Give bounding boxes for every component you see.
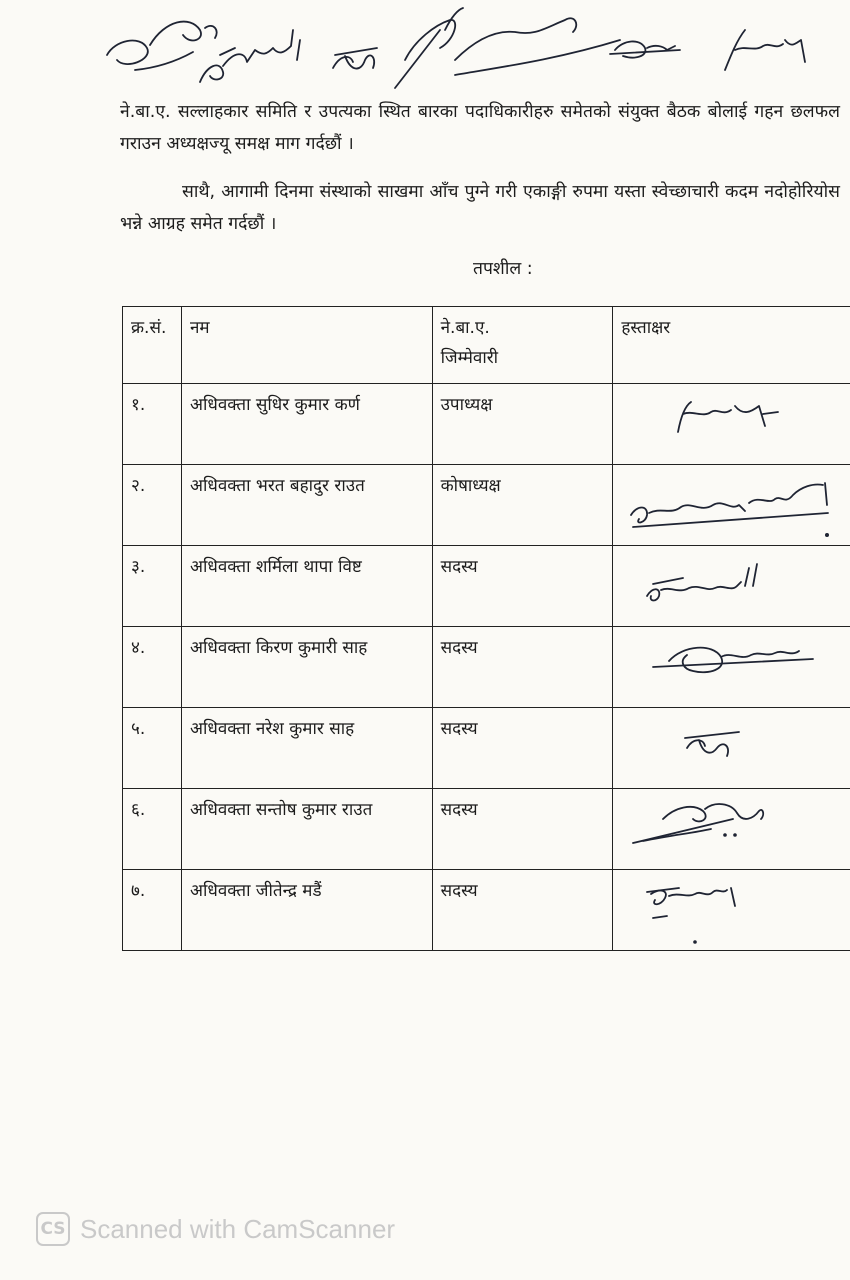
- top-signature-5: [610, 41, 680, 57]
- header-role: [432, 307, 613, 384]
- cell-role: सदस्य: [432, 789, 613, 870]
- table-row: [123, 870, 850, 951]
- header-role-line2: जिम्मेवारी: [440, 348, 499, 368]
- cell-serial: ५.: [123, 708, 182, 789]
- cell-name: अधिवक्ता नरेश कुमार साह: [181, 708, 432, 789]
- signature-7: [613, 870, 845, 950]
- cell-role: सदस्य: [432, 546, 613, 627]
- cell-serial: २.: [123, 465, 182, 546]
- signature-4: [613, 627, 845, 707]
- cell-name: अधिवक्ता शर्मिला थापा विष्ट: [181, 546, 432, 627]
- cell-role: सदस्य: [432, 627, 613, 708]
- cell-signature: [613, 384, 850, 465]
- cell-serial: ६.: [123, 789, 182, 870]
- header-serial: क्र.सं.: [123, 307, 182, 384]
- cell-signature: [613, 627, 850, 708]
- cell-name: अधिवक्ता जीतेन्द्र मडैं: [181, 870, 432, 951]
- top-signature-1: [107, 22, 217, 70]
- cell-signature: [613, 546, 850, 627]
- cell-serial: १.: [123, 384, 182, 465]
- cell-signature: [613, 708, 850, 789]
- cell-signature: [613, 789, 850, 870]
- cell-name: अधिवक्ता भरत बहादुर राउत: [181, 465, 432, 546]
- signature-3: [613, 546, 845, 626]
- header-signature: [613, 307, 850, 384]
- table-row: [123, 465, 850, 546]
- paragraph-2: साथै, आगामी दिनमा संस्थाको साखमा आँच पुग्ने गरी एकाङ्गी रुपमा यस्ता स्वेच्छाचारी कदम नदोहोरियोस भन्ने आग्रह समेत गर्दछौं ।: [120, 182, 840, 234]
- cell-role: सदस्य: [432, 708, 613, 789]
- signature-6: [613, 789, 845, 869]
- top-signature-3: [333, 48, 377, 69]
- table-header-row: [123, 307, 850, 384]
- top-signature-6: [725, 30, 805, 70]
- cell-role: सदस्य: [432, 870, 613, 951]
- cell-role: कोषाध्यक्ष: [432, 465, 613, 546]
- header-signature-label: हस्ताक्षर: [621, 318, 671, 338]
- signature-1: [613, 384, 845, 464]
- table-row: [123, 708, 850, 789]
- cell-signature: [613, 870, 850, 951]
- signature-5: [613, 708, 845, 788]
- cell-name: अधिवक्ता सुधिर कुमार कर्ण: [181, 384, 432, 465]
- list-title: तपशील :: [473, 259, 533, 279]
- camscanner-watermark: [36, 1212, 395, 1246]
- cell-serial: ७.: [123, 870, 182, 951]
- cell-signature: [613, 465, 850, 546]
- top-signatures: [95, 0, 835, 95]
- camscanner-text: Scanned with CamScanner: [80, 1213, 396, 1244]
- cell-role: उपाध्यक्ष: [432, 384, 613, 465]
- table-row: [123, 627, 850, 708]
- camscanner-logo-icon: CS: [36, 1212, 70, 1246]
- signatory-table: [122, 306, 850, 951]
- signature-2: [613, 465, 845, 545]
- cell-serial: ४.: [123, 627, 182, 708]
- cell-name: अधिवक्ता किरण कुमारी साह: [181, 627, 432, 708]
- top-signature-4: [395, 8, 620, 88]
- cell-serial: ३.: [123, 546, 182, 627]
- table-row: [123, 384, 850, 465]
- cell-name: अधिवक्ता सन्तोष कुमार राउत: [181, 789, 432, 870]
- paragraph-1: ने.बा.ए. सल्लाहकार समिति र उपत्यका स्थित बारका पदाधिकारीहरु समेतको संयुक्त बैठक बोलाई गहन छलफल गराउन अध्यक्षज्यू समक्ष माग गर्दछौं ।: [120, 102, 840, 154]
- header-name: नम: [181, 307, 432, 384]
- table-row: [123, 789, 850, 870]
- table-row: [123, 546, 850, 627]
- header-role-line1: ने.बा.ए.: [440, 318, 490, 338]
